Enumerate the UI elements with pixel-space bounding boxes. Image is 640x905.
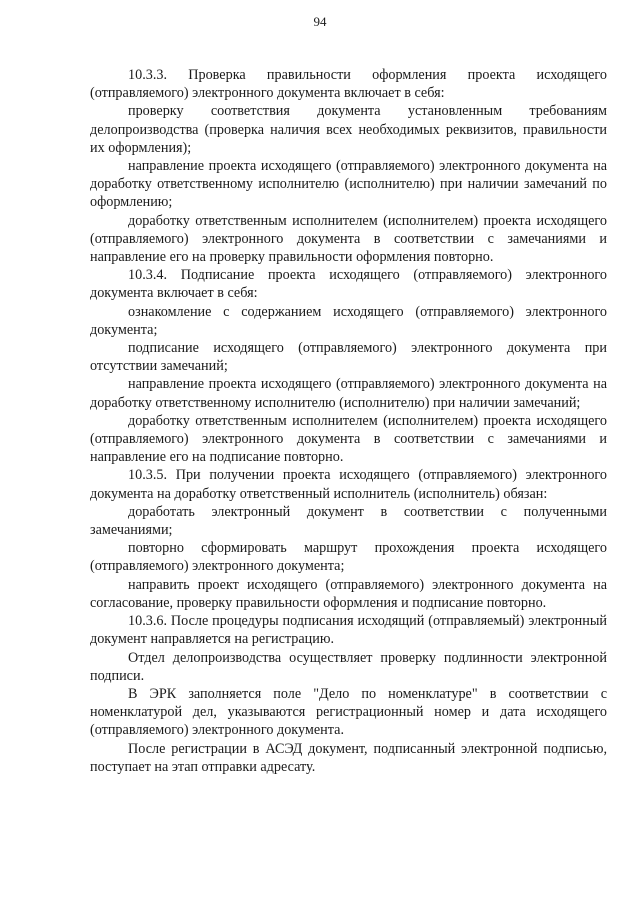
list-item: подписание исходящего (отправляемого) электронного документа при отсутствии замечаний; [90,340,607,375]
list-item: доработку ответственным исполнителем (исполнителем) проекта исходящего (отправляемого) электронного документа в соответствии с замечаниями и направление его на подписание повторно. [90,412,607,466]
list-item: повторно сформировать маршрут прохождения проекта исходящего (отправляемого) электронного документа; [90,540,607,575]
list-item: проверку соответствия документа установленным требованиям делопроизводства (проверка наличия всех необходимых реквизитов, правильности их оформления); [90,103,607,156]
paragraph: Отдел делопроизводства осуществляет проверку подлинности электронной подписи. [90,649,607,684]
list-item: доработку ответственным исполнителем (исполнителем) проекта исходящего (отправляемого) электронного документа в соответствии с замечаниями и направление его на проверку правильности оформления повторно. [90,212,607,266]
list-item: ознакомление с содержанием исходящего (отправляемого) электронного документа; [90,303,607,338]
list-item: направление проекта исходящего (отправляемого) электронного документа на доработку ответственному исполнителю (исполнителю) при наличии замечаний по оформлению; [90,158,607,211]
paragraph-10-3-5: 10.3.5. При получении проекта исходящего (отправляемого) электронного документа на доработку ответственный исполнитель (исполнитель) обязан: [90,467,607,502]
paragraph-10-3-4: 10.3.4. Подписание проекта исходящего (отправляемого) электронного документа включает в себя: [90,267,607,302]
page-number: 94 [313,14,327,29]
paragraph-10-3-6: 10.3.6. После процедуры подписания исходящий (отправляемый) электронный документ направляется на регистрацию. [90,613,607,648]
paragraph-10-3-3: 10.3.3. Проверка правильности оформления проекта исходящего (отправляемого) электронного документа включает в себя: [90,67,607,102]
document-body [90,66,607,776]
paragraph: В ЭРК заполняется поле "Дело по номенклатуре" в соответствии с номенклатурой дел, указываются регистрационный номер и дата исходящего (отправляемого) электронного документа. [90,685,607,739]
list-item: доработать электронный документ в соответствии с полученными замечаниями; [90,503,607,539]
paragraph: После регистрации в АСЭД документ, подписанный электронной подписью, поступает на этап отправки адресату. [90,740,607,775]
list-item: направление проекта исходящего (отправляемого) электронного документа на доработку ответственному исполнителю (исполнителю) при наличии замечаний; [90,376,607,411]
list-item: направить проект исходящего (отправляемого) электронного документа на согласование, проверку правильности оформления и подписание повторно. [90,576,607,611]
